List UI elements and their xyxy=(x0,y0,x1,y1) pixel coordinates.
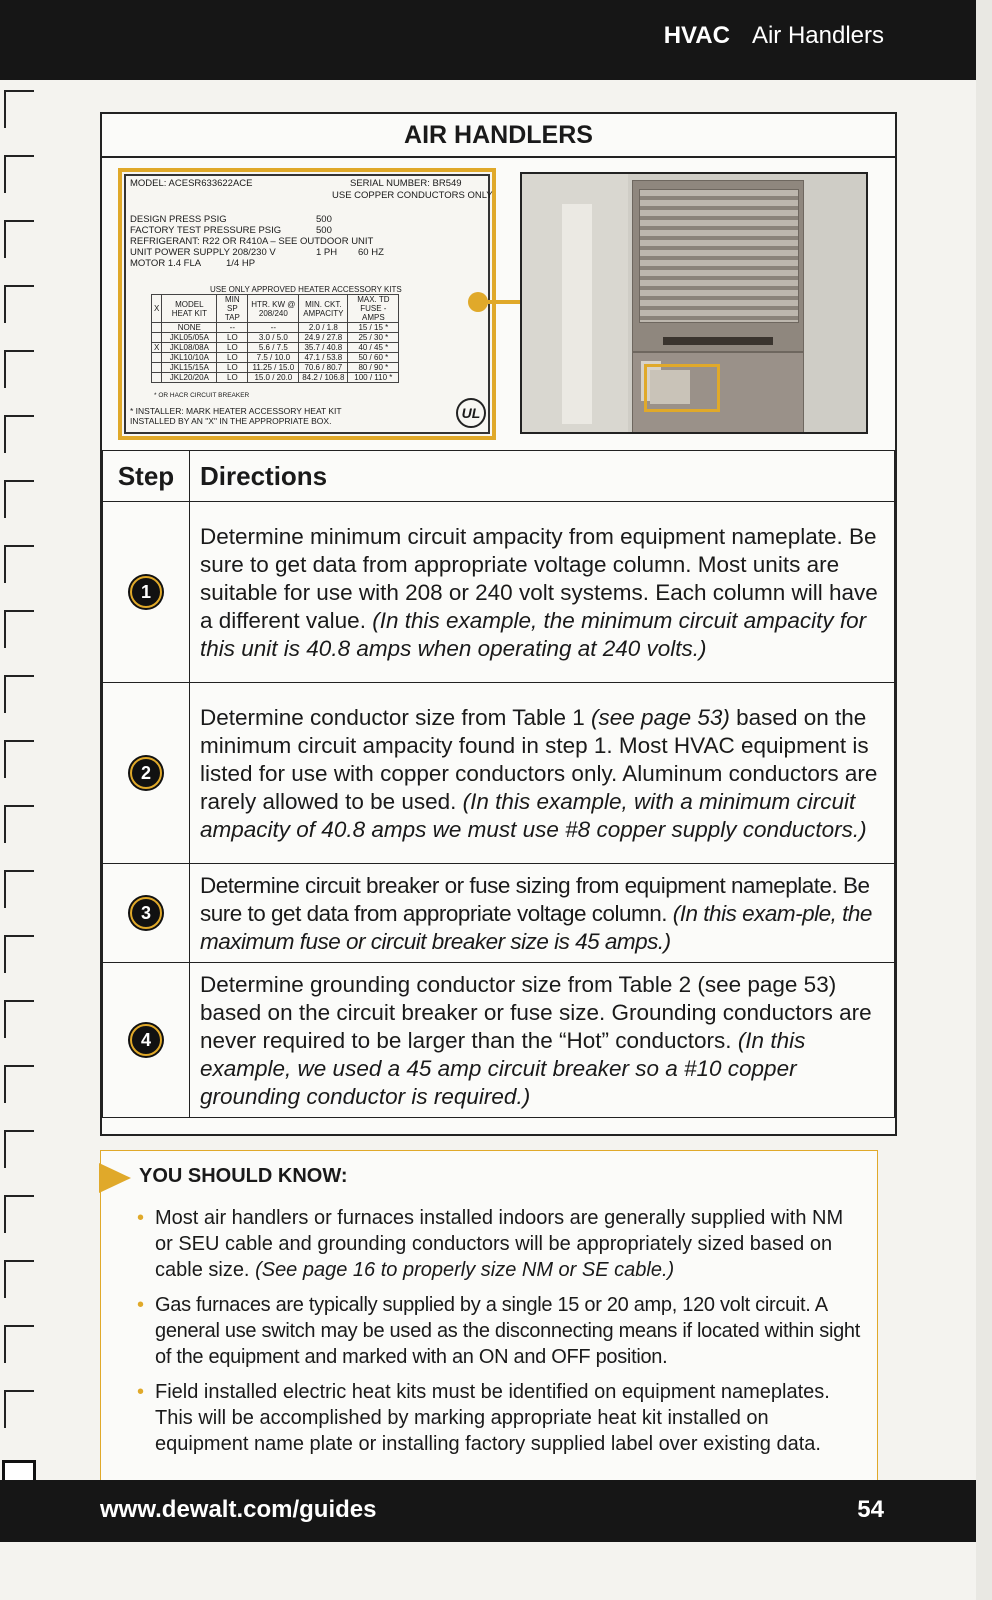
binder-hole xyxy=(4,415,34,453)
step-row-3 xyxy=(103,864,895,963)
binder-hole xyxy=(4,220,34,258)
kit-cell: -- xyxy=(217,323,248,333)
binder-hole xyxy=(4,675,34,713)
step-2-badge: 2 xyxy=(130,757,162,789)
step-row-2 xyxy=(103,683,895,864)
binder-hole xyxy=(4,350,34,388)
step-4-text: Determine grounding conductor size from Table 2 (see page 53) based on the circuit breaker or fuse size. Grounding conductors are never required to be larger than the “Hot” conductors. xyxy=(200,972,872,1053)
col-directions-header: Directions xyxy=(190,451,895,502)
you-should-know-heading: YOU SHOULD KNOW: xyxy=(139,1165,348,1187)
kit-cell: 2.0 / 1.8 xyxy=(299,323,348,333)
step-2-page-ref: (see page 53) xyxy=(591,705,730,730)
heater-kit-row xyxy=(152,363,399,373)
photo-nameplate-highlight xyxy=(644,364,720,412)
nameplate-installer-note-1: * INSTALLER: MARK HEATER ACCESSORY HEAT KIT xyxy=(130,406,342,416)
list-item xyxy=(137,1292,865,1370)
kit-cell: 3.0 / 5.0 xyxy=(248,333,299,343)
binder-hole xyxy=(4,1260,34,1298)
kit-cell: 70.6 / 80.7 xyxy=(299,363,348,373)
list-item xyxy=(137,1205,865,1283)
binder-hole xyxy=(4,1065,34,1103)
page-title: AIR HANDLERS xyxy=(102,114,895,158)
heater-kit-row xyxy=(152,353,399,363)
kit-col-model: MODEL HEAT KIT xyxy=(162,295,217,323)
kit-cell: 40 / 45 * xyxy=(348,343,399,353)
nameplate-refrigerant: REFRIGERANT: R22 OR R410A – SEE OUTDOOR UNIT xyxy=(130,236,374,247)
callout-dot-icon xyxy=(468,292,488,312)
tip-2-text: Gas furnaces are typically supplied by a single 15 or 20 amp, 120 volt circuit. A general use switch may be used as the disconnecting means if located within sight of the equipment and marked with an ON and OFF position. xyxy=(155,1294,860,1368)
kit-cell: NONE xyxy=(162,323,217,333)
you-should-know-box xyxy=(100,1150,878,1480)
kit-col-tap: MIN SP TAP xyxy=(217,295,248,323)
steps-header-row xyxy=(103,451,895,502)
kit-cell: JKL20/20A xyxy=(162,373,217,383)
nameplate-test-press-label: FACTORY TEST PRESSURE PSIG xyxy=(130,225,282,236)
kit-cell: 25 / 30 * xyxy=(348,333,399,343)
kit-cell: 7.5 / 10.0 xyxy=(248,353,299,363)
kit-cell xyxy=(152,333,162,343)
nameplate-model: MODEL: ACESR633622ACE xyxy=(130,178,253,189)
kit-cell: 100 / 110 * xyxy=(348,373,399,383)
kit-cell: LO xyxy=(217,373,248,383)
equipment-nameplate xyxy=(118,168,496,440)
page-number: 54 xyxy=(857,1496,884,1523)
heater-kit-header-row xyxy=(152,295,399,323)
binder-hole xyxy=(4,870,34,908)
list-item xyxy=(137,1379,865,1457)
kit-cell: 5.6 / 7.5 xyxy=(248,343,299,353)
nameplate-design-press-value: 500 xyxy=(316,214,332,225)
step-number-cell xyxy=(103,502,190,683)
kit-cell xyxy=(152,353,162,363)
step-number-cell xyxy=(103,864,190,963)
photo-brand-strip xyxy=(663,337,773,345)
kit-cell: X xyxy=(152,343,162,353)
kit-cell xyxy=(152,373,162,383)
kit-cell: LO xyxy=(217,353,248,363)
heater-kit-row xyxy=(152,333,399,343)
header-breadcrumb xyxy=(664,22,884,50)
photo-wall-trim xyxy=(562,204,592,424)
heater-kit-row xyxy=(152,373,399,383)
heater-kit-row xyxy=(152,343,399,353)
kit-cell: JKL05/05A xyxy=(162,333,217,343)
page-header xyxy=(0,0,976,80)
nameplate-serial: SERIAL NUMBER: BR549 xyxy=(350,178,462,189)
kit-cell: LO xyxy=(217,363,248,373)
nameplate-phase: 1 PH xyxy=(316,247,338,258)
binder-hole xyxy=(4,610,34,648)
step-4-note: (In this example, we used a 45 amp circuit breaker so a #10 copper grounding conductor is required.) xyxy=(200,1028,806,1109)
step-number-cell xyxy=(103,963,190,1118)
nameplate-motor-hp: 1/4 HP xyxy=(226,258,256,269)
nameplate-copper-note: USE COPPER CONDUCTORS ONLY xyxy=(332,190,493,201)
nameplate-installer-note-2: INSTALLED BY AN "X" IN THE APPROPRIATE BOX. xyxy=(130,416,332,426)
air-handlers-panel xyxy=(100,112,897,1136)
binder-hole xyxy=(4,740,34,778)
nameplate-breaker-note: * OR HACR CIRCUIT BREAKER xyxy=(154,392,250,399)
nameplate-motor: MOTOR 1.4 FLA xyxy=(130,258,202,269)
step-3-badge: 3 xyxy=(130,897,162,929)
air-handler-photo xyxy=(520,172,868,434)
kit-cell: 15 / 15 * xyxy=(348,323,399,333)
kit-cell: LO xyxy=(217,333,248,343)
kit-cell: JKL15/15A xyxy=(162,363,217,373)
header-subsection: Air Handlers xyxy=(751,22,884,49)
binder-hole xyxy=(4,1325,34,1363)
page-edge xyxy=(976,0,992,1600)
step-2-note: (In this example, with a minimum circuit ampacity of 40.8 amps we must use #8 copper supply conductors.) xyxy=(200,789,867,842)
kit-col-x: X xyxy=(152,295,162,323)
kit-cell: JKL08/08A xyxy=(162,343,217,353)
step-1-note: (In this example, the minimum circuit ampacity for this unit is 40.8 amps when operating at 240 volts.) xyxy=(200,608,867,661)
kit-cell: 50 / 60 * xyxy=(348,353,399,363)
binder-hole xyxy=(4,90,34,128)
tip-1-note: (See page 16 to properly size NM or SE cable.) xyxy=(255,1259,675,1281)
header-section: HVAC xyxy=(663,22,730,49)
step-2-text-a: Determine conductor size from Table 1 xyxy=(200,705,585,730)
nameplate-kits-title: USE ONLY APPROVED HEATER ACCESSORY KITS xyxy=(210,285,402,294)
you-should-know-list xyxy=(137,1205,865,1466)
kit-col-fuse: MAX. TD FUSE - AMPS xyxy=(348,295,399,323)
kit-cell xyxy=(152,323,162,333)
nameplate-power-supply: UNIT POWER SUPPLY 208/230 V xyxy=(130,247,276,258)
kit-cell: LO xyxy=(217,343,248,353)
step-2-directions xyxy=(190,683,895,864)
step-1-badge: 1 xyxy=(130,576,162,608)
photo-grille xyxy=(639,189,799,323)
step-4-directions xyxy=(190,963,895,1118)
step-4-badge: 4 xyxy=(130,1024,162,1056)
tip-1-text: Most air handlers or furnaces installed indoors are generally supplied with NM or SEU cable and grounding conductors will be appropriately sized based on cable size. xyxy=(155,1207,844,1281)
ul-listed-icon: UL xyxy=(456,398,486,428)
binder-hole xyxy=(4,1195,34,1233)
kit-cell: 35.7 / 40.8 xyxy=(299,343,348,353)
step-1-directions xyxy=(190,502,895,683)
kit-col-kw: HTR. KW @ 208/240 xyxy=(248,295,299,323)
binder-holes xyxy=(0,0,44,1600)
binder-hole xyxy=(4,1390,34,1428)
binder-hole xyxy=(4,545,34,583)
step-number-cell xyxy=(103,683,190,864)
binder-hole xyxy=(4,1000,34,1038)
nameplate-design-press-label: DESIGN PRESS PSIG xyxy=(130,214,227,225)
kit-cell: 24.9 / 27.8 xyxy=(299,333,348,343)
nameplate-test-press-value: 500 xyxy=(316,225,332,236)
step-2-text-b: based on the minimum circuit ampacity found in step 1. Most HVAC equipment is listed for use with copper conductors only. Aluminum conductors are rarely allowed to be used. xyxy=(200,705,878,814)
step-3-text: Determine circuit breaker or fuse sizing from equipment nameplate. Be sure to get data from appropriate voltage column. xyxy=(200,873,870,926)
kit-cell: JKL10/10A xyxy=(162,353,217,363)
tip-3-text: Field installed electric heat kits must be identified on equipment nameplates. This will be accomplished by marking appropriate heat kit installed on equipment name plate or installing factory supplied label over existing data. xyxy=(155,1381,830,1455)
binder-hole xyxy=(4,1130,34,1168)
kit-col-ampacity: MIN. CKT. AMPACITY xyxy=(299,295,348,323)
heater-kit-table xyxy=(151,294,399,383)
step-1-text: Determine minimum circuit ampacity from equipment nameplate. Be sure to get data from appropriate voltage column. Most units are suitable for use with 208 or 240 volt systems. Each column will have a different value. xyxy=(200,524,878,633)
binder-hole xyxy=(4,480,34,518)
kit-cell: -- xyxy=(248,323,299,333)
binder-hole xyxy=(4,805,34,843)
kit-cell: 15.0 / 20.0 xyxy=(248,373,299,383)
col-step-header: Step xyxy=(103,451,190,502)
binder-hole xyxy=(4,155,34,193)
footer-url[interactable]: www.dewalt.com/guides xyxy=(100,1496,377,1523)
binder-hole xyxy=(4,935,34,973)
step-3-directions xyxy=(190,864,895,963)
step-3-note: (In this exam-ple, the maximum fuse or circuit breaker size is 45 amps.) xyxy=(200,901,872,954)
kit-cell: 47.1 / 53.8 xyxy=(299,353,348,363)
steps-table xyxy=(102,450,895,1118)
kit-cell: 80 / 90 * xyxy=(348,363,399,373)
arrow-right-icon xyxy=(99,1163,131,1193)
heater-kit-row xyxy=(152,323,399,333)
kit-cell xyxy=(152,363,162,373)
kit-cell: 84.2 / 106.8 xyxy=(299,373,348,383)
kit-cell: 11.25 / 15.0 xyxy=(248,363,299,373)
step-row-4 xyxy=(103,963,895,1118)
step-row-1 xyxy=(103,502,895,683)
page-footer xyxy=(0,1480,976,1542)
nameplate-hz: 60 HZ xyxy=(358,247,384,258)
binder-hole xyxy=(4,285,34,323)
